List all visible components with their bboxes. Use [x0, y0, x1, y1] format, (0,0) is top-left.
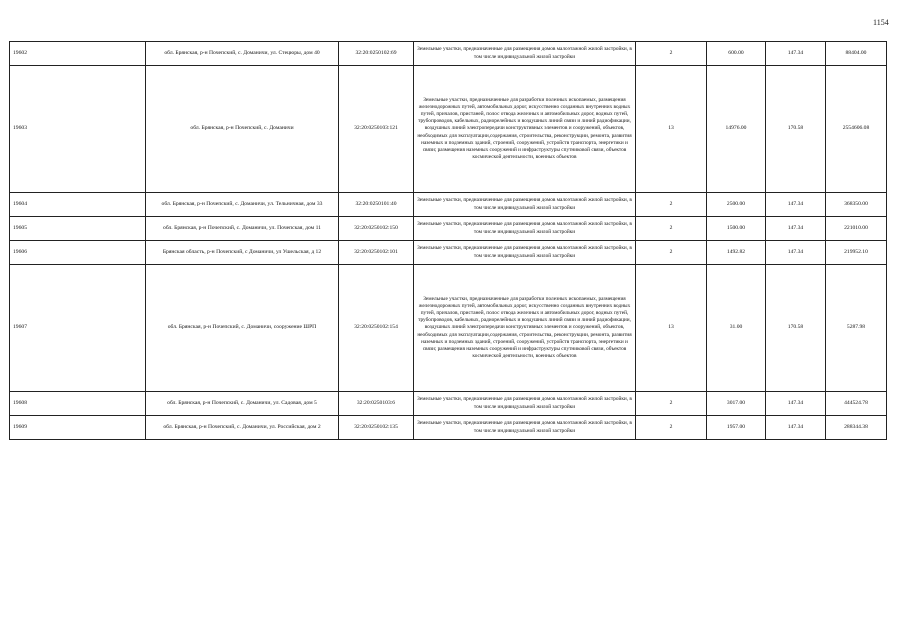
- specific-value-cell: 147.34: [766, 193, 826, 217]
- specific-value-cell: 147.34: [766, 241, 826, 265]
- address-cell: обл. Брянская, р-н Почепский, с. Доманичи, ул. Садовая, дом 5: [146, 392, 339, 416]
- cadastral-number-cell: 32:20:0250103:121: [339, 66, 414, 193]
- cadastral-number-cell: 32:20:0250102:69: [339, 42, 414, 66]
- table-row: [10, 265, 887, 392]
- cadastral-number-cell: 32:20:0250103:6: [339, 392, 414, 416]
- use-group-cell: 2: [636, 42, 707, 66]
- record-id-cell: 19606: [10, 241, 146, 265]
- specific-value-cell: 170.58: [766, 265, 826, 392]
- land-use-cell: Земельные участки, предназначенные для размещения домов малоэтажной жилой застройки, в том числе индивидуальной жилой застройки: [414, 217, 636, 241]
- land-use-cell: Земельные участки, предназначенные для разработки полезных ископаемых, размещения железнодорожных путей, автомобильных дорог, искусственно созданных внутренних водных путей, причалов, пристаней, полос отвода железных и автомобильных дорог, водных путей, трубопроводов, кабельных, радиорелейных и воздушных линий связи и линий радиофикации, воздушных линий электропередачи конструктивных элементов и сооружений, объектов, необходимых для эксплуатации,содержания, строительства, реконструкции, ремонта, развития наземных и подземных зданий, строений, сооружений, устройств транспорта, энергетики и связи; размещения наземных сооружений и инфраструктуры спутниковой связи, объектов космической деятельности, военных объектов: [414, 66, 636, 193]
- land-use-cell: Земельные участки, предназначенные для размещения домов малоэтажной жилой застройки, в том числе индивидуальной жилой застройки: [414, 193, 636, 217]
- area-cell: 14976.00: [707, 66, 766, 193]
- area-cell: 1957.00: [707, 416, 766, 440]
- land-use-cell: Земельные участки, предназначенные для размещения домов малоэтажной жилой застройки, в том числе индивидуальной жилой застройки: [414, 42, 636, 66]
- cadastral-value-cell: 288344.38: [826, 416, 887, 440]
- table-row: [10, 42, 887, 66]
- specific-value-cell: 147.34: [766, 392, 826, 416]
- registry-body: [10, 42, 887, 440]
- record-id-cell: 19607: [10, 265, 146, 392]
- area-cell: 1492.82: [707, 241, 766, 265]
- page-number: 1154: [873, 18, 889, 27]
- table-row: [10, 217, 887, 241]
- record-id-cell: 19602: [10, 42, 146, 66]
- use-group-cell: 13: [636, 265, 707, 392]
- land-use-cell: Земельные участки, предназначенные для разработки полезных ископаемых, размещения железнодорожных путей, автомобильных дорог, искусственно созданных внутренних водных путей, причалов, пристаней, полос отвода железных и автомобильных дорог, водных путей, трубопроводов, кабельных, радиорелейных и воздушных линий связи и линий радиофикации, воздушных линий электропередачи конструктивных элементов и сооружений, объектов, необходимых для эксплуатации,содержания, строительства, реконструкции, ремонта, развития наземных и подземных зданий, строений, сооружений, устройств транспорта, энергетики и связи; размещения наземных сооружений и инфраструктуры спутниковой связи, объектов космической деятельности, военных объектов: [414, 265, 636, 392]
- table-row: [10, 66, 887, 193]
- cadastral-value-cell: 5287.98: [826, 265, 887, 392]
- table-row: [10, 392, 887, 416]
- table-row: [10, 193, 887, 217]
- cadastral-value-cell: 368350.00: [826, 193, 887, 217]
- address-cell: обл. Брянская, р-н Почепский, с. Доманичи, ул. Тельничная, дом 33: [146, 193, 339, 217]
- specific-value-cell: 147.34: [766, 42, 826, 66]
- address-cell: обл. Брянская, р-н Почепский, с. Доманичи, сооружение ШРП: [146, 265, 339, 392]
- cadastral-value-cell: 444524.78: [826, 392, 887, 416]
- use-group-cell: 2: [636, 416, 707, 440]
- land-use-cell: Земельные участки, предназначенные для размещения домов малоэтажной жилой застройки, в том числе индивидуальной жилой застройки: [414, 392, 636, 416]
- area-cell: 1500.00: [707, 217, 766, 241]
- use-group-cell: 13: [636, 66, 707, 193]
- address-cell: обл. Брянская, р-н Почепский, с. Доманичи, ул. Российская, дом 2: [146, 416, 339, 440]
- area-cell: 31.00: [707, 265, 766, 392]
- record-id-cell: 19608: [10, 392, 146, 416]
- cadastral-number-cell: 32:20:0250102:154: [339, 265, 414, 392]
- record-id-cell: 19609: [10, 416, 146, 440]
- area-cell: 3017.00: [707, 392, 766, 416]
- cadastral-value-cell: 219952.10: [826, 241, 887, 265]
- cadastral-number-cell: 32:20:0250102:135: [339, 416, 414, 440]
- land-use-cell: Земельные участки, предназначенные для размещения домов малоэтажной жилой застройки, в том числе индивидуальной жилой застройки: [414, 241, 636, 265]
- address-cell: Брянская область, р-н Почепский, с Доманичи, ул Ушельская, д 12: [146, 241, 339, 265]
- cadastral-value-cell: 2554606.08: [826, 66, 887, 193]
- cadastral-number-cell: 32:20:0250101:40: [339, 193, 414, 217]
- table-row: [10, 416, 887, 440]
- table-row: [10, 241, 887, 265]
- cadastral-value-cell: 88404.00: [826, 42, 887, 66]
- area-cell: 2500.00: [707, 193, 766, 217]
- land-use-cell: Земельные участки, предназначенные для размещения домов малоэтажной жилой застройки, в том числе индивидуальной жилой застройки: [414, 416, 636, 440]
- specific-value-cell: 170.58: [766, 66, 826, 193]
- record-id-cell: 19603: [10, 66, 146, 193]
- address-cell: обл. Брянская, р-н Почепский, с. Доманичи, ул. Стецюры, дом 40: [146, 42, 339, 66]
- cadastral-number-cell: 32:20:0250102:150: [339, 217, 414, 241]
- record-id-cell: 19604: [10, 193, 146, 217]
- address-cell: обл. Брянская, р-н Почепский, с. Доманичи: [146, 66, 339, 193]
- specific-value-cell: 147.34: [766, 217, 826, 241]
- address-cell: обл. Брянская, р-н Почепский, с. Доманичи, ул. Почепская, дом 11: [146, 217, 339, 241]
- use-group-cell: 2: [636, 193, 707, 217]
- cadastral-number-cell: 32:20:0250102:101: [339, 241, 414, 265]
- use-group-cell: 2: [636, 241, 707, 265]
- record-id-cell: 19605: [10, 217, 146, 241]
- use-group-cell: 2: [636, 392, 707, 416]
- land-registry-table: [9, 41, 887, 440]
- cadastral-value-cell: 221010.00: [826, 217, 887, 241]
- use-group-cell: 2: [636, 217, 707, 241]
- area-cell: 600.00: [707, 42, 766, 66]
- specific-value-cell: 147.34: [766, 416, 826, 440]
